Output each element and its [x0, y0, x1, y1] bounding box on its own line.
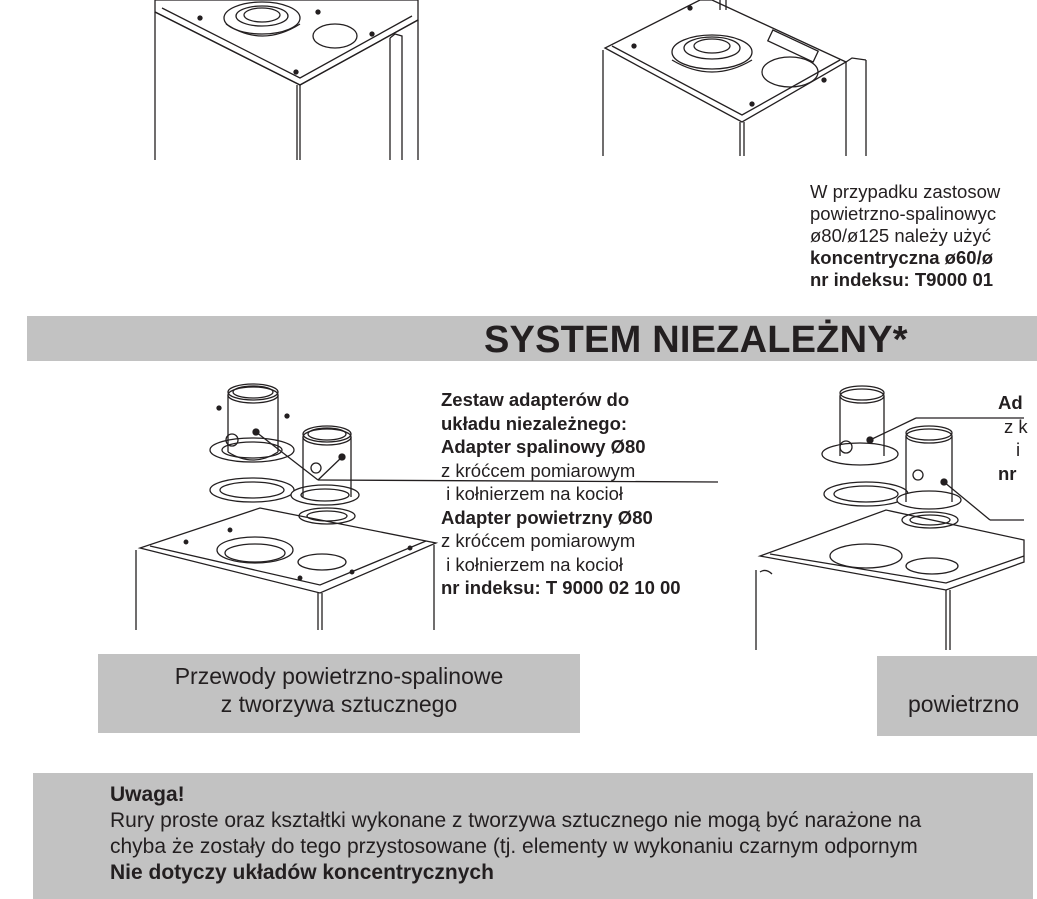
warning-line: Rury proste oraz kształtki wykonane z tworzywa sztucznego nie mogą być narażone na [110, 809, 922, 832]
warning-line: chyba że zostały do tego przystosowane (tj. elementy w wykonaniu czarnym odpornym [110, 835, 918, 858]
adapter-description-right [998, 391, 1028, 485]
kit-index-number: nr indeksu: T 9000 02 10 00 [441, 577, 681, 598]
kit-title-line: układu niezależnego: [441, 412, 628, 434]
warning-note-text [110, 782, 921, 886]
kit-title-line: Zestaw adapterów do [441, 389, 630, 410]
warning-bold-line: Nie dotyczy układów koncentrycznych [110, 861, 494, 884]
side-note-line: ø80/ø125 należy użyć [810, 225, 991, 246]
air-adapter-detail: z króćcem pomiarowym [441, 530, 636, 551]
air-adapter-label: Adapter powietrzny Ø80 [441, 506, 653, 528]
flue-adapter-detail: i kołnierzem na kocioł [441, 483, 623, 504]
flue-adapter-detail: z króćcem pomiarowym [441, 459, 636, 481]
right-kit-line: Ad [998, 392, 1023, 413]
plastic-pipes-label [98, 662, 580, 718]
right-kit-line: i [1016, 439, 1021, 460]
section-title: SYSTEM NIEZALEŻNY* [484, 319, 908, 361]
warning-title: Uwaga! [110, 783, 185, 806]
right-kit-line: z k [1004, 415, 1028, 437]
side-note-bold-line: koncentryczna ø60/ø [810, 247, 994, 268]
flue-adapter-label: Adapter spalinowy Ø80 [441, 436, 646, 457]
plastic-pipes-line: Przewody powietrzno-spalinowe [174, 663, 504, 689]
side-note-line: powietrzno-spalinowyc [810, 203, 997, 224]
side-note-text [810, 181, 1000, 291]
side-note-line: W przypadku zastosow [810, 181, 1001, 202]
plastic-pipes-line: z tworzywa sztucznego [220, 691, 458, 717]
right-kit-line: nr [998, 462, 1017, 484]
side-note-bold-line: nr indeksu: T9000 01 [810, 269, 994, 290]
adapter-kit-description [441, 388, 681, 600]
right-pipes-label: powietrzno [908, 691, 1020, 717]
air-adapter-detail: i kołnierzem na kocioł [441, 553, 623, 575]
